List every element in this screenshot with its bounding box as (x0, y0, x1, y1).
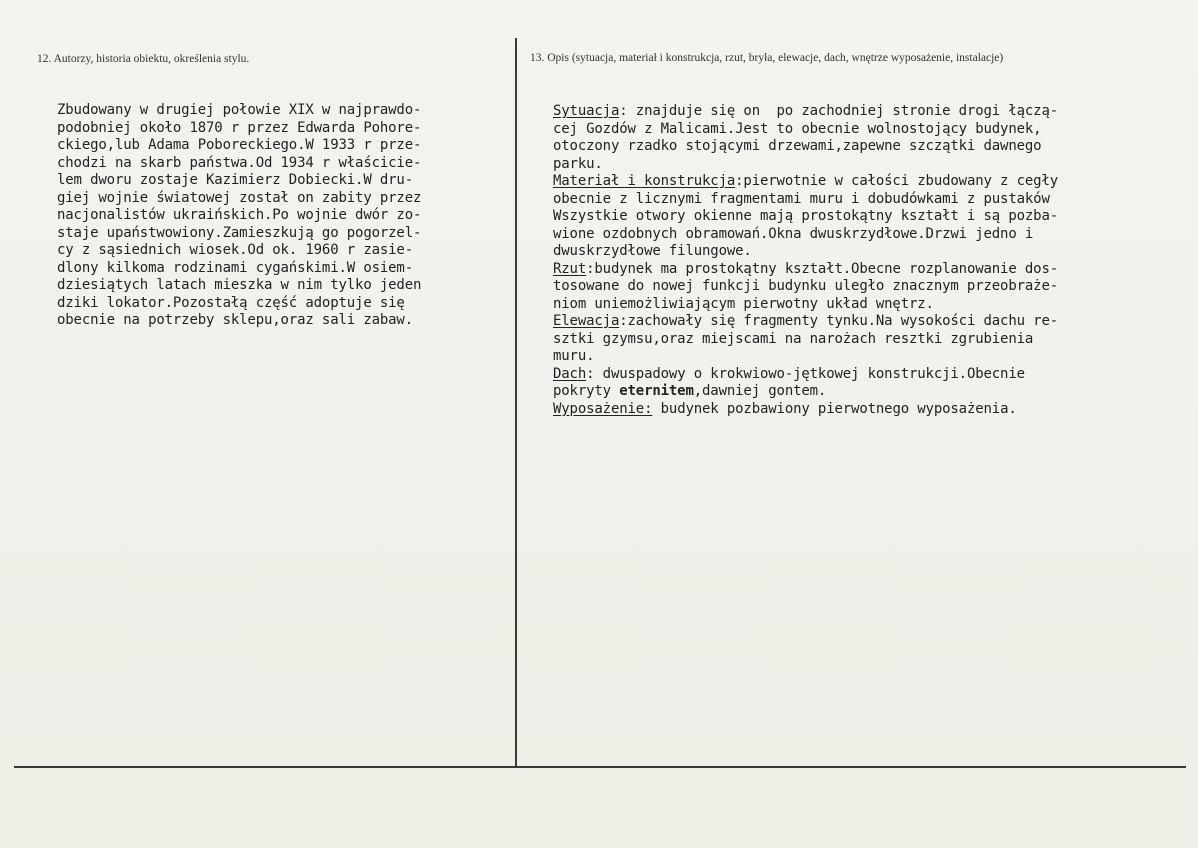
text-line (553, 366, 1058, 384)
section-heading-elewacja: Elewacja (553, 313, 620, 329)
section-heading-material: Materiał i konstrukcja (553, 173, 736, 189)
field-13-label: 13. Opis (sytuacja, materiał i konstrukcja, rzut, bryła, elewacje, dach, wnętrze wyposażenie, instalacje) (530, 52, 1004, 64)
text-line: obecnie na potrzeby sklepu,oraz sali zabaw. (57, 312, 413, 328)
section-heading-wyposazenie: Wyposażenie: (553, 400, 653, 417)
text-line: dwuskrzydłowe filungowe. (553, 243, 752, 259)
bottom-rule (14, 766, 1186, 768)
text-line: obecnie z licznymi fragmentami muru i dobudówkami z pustaków (553, 190, 1050, 207)
description-text-block (553, 103, 1058, 418)
text-line: otoczony rzadko stojącymi drzewami,zapewne szczątki dawnego (553, 138, 1042, 154)
text-line (553, 401, 1058, 419)
text-line (553, 313, 1058, 331)
text-line: giej wojnie światowej został on zabity przez (57, 189, 422, 206)
line-text: budynek pozbawiony pierwotnego wyposażenia. (652, 400, 1017, 417)
text-line: Zbudowany w drugiej połowie XIX w najprawdo- (57, 102, 422, 118)
text-line (553, 261, 1058, 279)
text-line: sztki gzymsu,oraz miejscami na narożach resztki zgrubienia (553, 330, 1034, 347)
section-heading-sytuacja: Sytuacja (553, 103, 620, 119)
line-text: : znajduje się on po zachodniej stronie drogi łączą- (619, 103, 1059, 119)
text-line: Wszystkie otwory okienne mają prostokątny kształt i są pozba- (553, 208, 1059, 224)
line-text: pokryty (553, 383, 620, 399)
text-line: chodzi na skarb państwa.Od 1934 r właściciе- (57, 154, 422, 171)
line-text: :pierwotnie w całości zbudowany z cegły (735, 173, 1059, 189)
text-line: muru. (553, 348, 595, 364)
text-line (553, 103, 1058, 121)
text-line: podobniej około 1870 r przez Edwarda Pohore- (57, 119, 422, 136)
line-text: ,dawniej gontem. (693, 383, 827, 399)
text-line (553, 383, 1058, 401)
text-line: parku. (553, 155, 603, 172)
line-text: :budynek ma prostokątny kształt.Obecne rozplanowanie dos- (586, 260, 1059, 277)
line-text: :zachowały się fragmenty tynku.Na wysokości dachu re- (619, 313, 1059, 329)
text-line (553, 173, 1058, 191)
history-text-block (57, 102, 421, 330)
text-line: dlony kilkoma rodzinami cygańskimi.W osiem- (57, 259, 413, 276)
text-line: dziesiątych latach mieszka w nim tylko jeden (57, 277, 422, 293)
text-line: wione ozdobnych obramowań.Okna dwuskrzydłowe.Drzwi jedno i (553, 225, 1034, 242)
text-line: ckiego,lub Adama Poboreckiego.W 1933 r prze- (57, 137, 422, 153)
field-12-label: 12. Autorzy, historia obiektu, określenia stylu. (37, 53, 250, 65)
text-line: staje upaństwowiony.Zamieszkują go pogorzel- (57, 224, 422, 241)
text-line: dziki lokator.Pozostałą część adoptuje się (57, 294, 405, 311)
text-line: cy z sąsiednich wiosek.Od ok. 1960 r zasie- (57, 242, 413, 258)
line-text-emphasis: eternitem (619, 383, 694, 399)
text-line: tosowane do nowej funkcji budynku uległo znacznym przeobraże- (553, 278, 1059, 294)
text-line: niom uniemożliwiającym pierwotny układ wnętrz. (553, 295, 934, 312)
text-line: lem dworu zostaje Kazimierz Dobiecki.W dru- (57, 172, 413, 188)
section-heading-dach: Dach (553, 365, 587, 382)
column-divider (515, 38, 517, 766)
line-text: : dwuspadowy o krokwiowo-jętkowej konstrukcji.Obecnie (586, 365, 1025, 382)
text-line: cej Gozdów z Malicami.Jest to obecnie wolnostojący budynek, (553, 120, 1042, 137)
text-line: nacjonalistów ukraińskich.Po wojnie dwór zo- (57, 207, 422, 223)
section-heading-rzut: Rzut (553, 260, 587, 277)
